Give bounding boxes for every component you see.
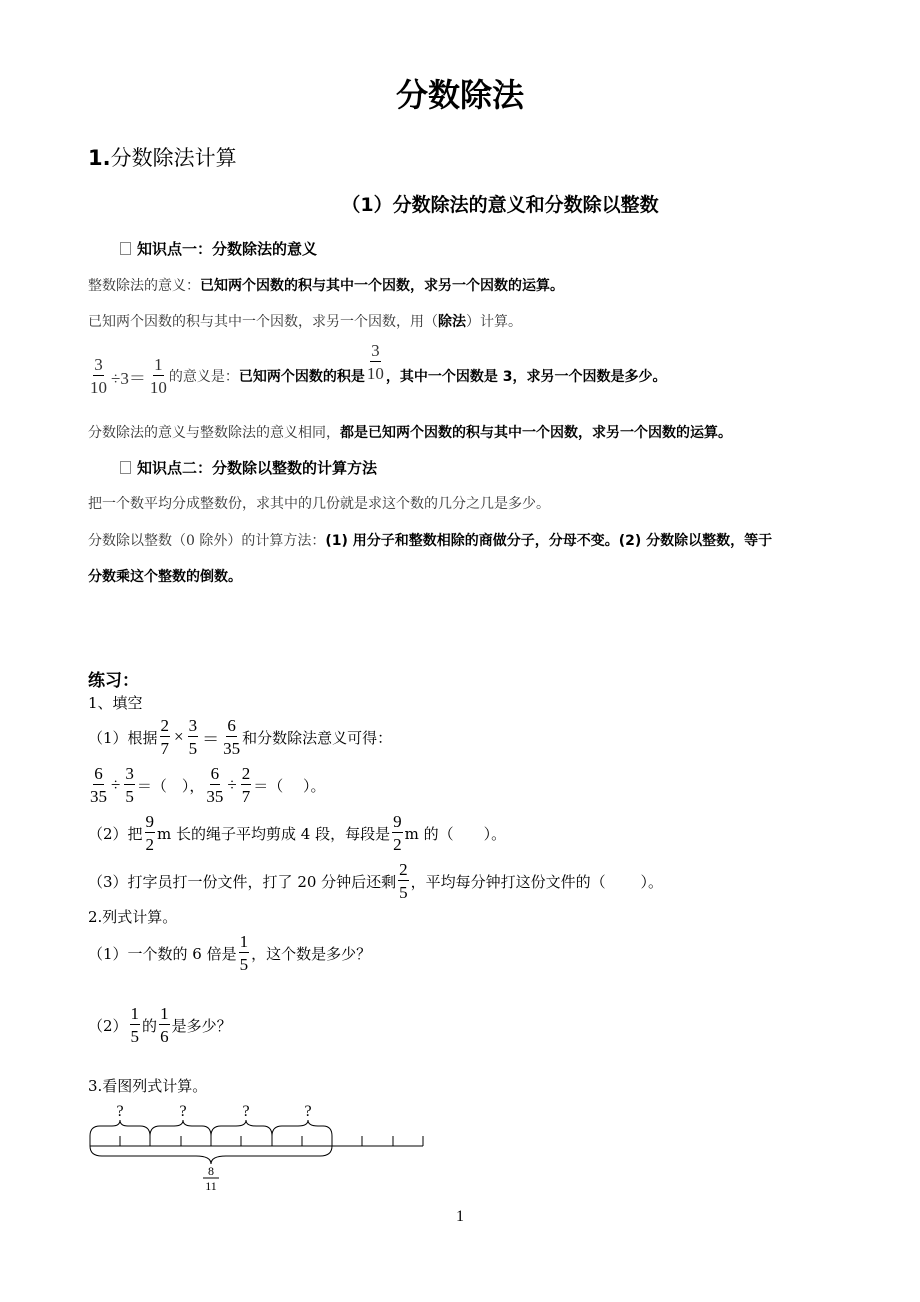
- brace-top: [272, 1120, 332, 1136]
- question-mark: ?: [242, 1103, 250, 1120]
- numerator: 9: [393, 812, 402, 831]
- numerator: 1: [154, 355, 163, 374]
- checkbox-icon: [120, 242, 131, 255]
- denominator: 6: [160, 1027, 169, 1046]
- text: （2）: [88, 1016, 128, 1035]
- numerator: 1: [130, 1004, 140, 1023]
- segment-diagram: [80, 1096, 440, 1196]
- p5-pre: 分数除以整数（0 除外）的计算方法：: [88, 533, 326, 549]
- operator: ÷3＝: [111, 368, 146, 388]
- equals-sign: ＝: [202, 729, 220, 749]
- paragraph-3: [88, 422, 732, 442]
- brace-top: [90, 1120, 150, 1136]
- denominator: 7: [241, 787, 251, 806]
- answer-blank[interactable]: m 的（ ）。: [404, 824, 507, 843]
- text: m 长的绳子平均剪成 4 段，每段是: [157, 824, 391, 843]
- subsection-heading: （1）分数除法的意义和分数除以整数: [341, 194, 659, 216]
- denominator: 35: [223, 739, 241, 758]
- divide-sign: ÷: [111, 775, 121, 794]
- text: （2）把: [88, 824, 143, 843]
- paragraph-4: 把一个数平均分成整数份，求其中的几份就是求这个数的几分之几是多少。: [88, 496, 550, 512]
- brace-top: [150, 1120, 211, 1136]
- p2-pre: 已知两个因数的积与其中一个因数，求另一个因数，用（: [88, 314, 438, 330]
- fraction: [124, 765, 135, 805]
- p2-bold: 除法: [438, 314, 466, 330]
- text: 的: [142, 1016, 158, 1035]
- denominator: 5: [130, 1027, 140, 1046]
- denominator: 10: [90, 378, 107, 397]
- p5-bold-1: (1) 用分子和整数相除的商做分子，分母不变。(2) 分数除以整数，等于: [325, 533, 773, 549]
- question-mark: ?: [179, 1103, 187, 1120]
- numerator: 9: [145, 812, 155, 831]
- fraction: [150, 356, 167, 396]
- brace-bottom: [90, 1146, 332, 1164]
- question-1-1: [88, 714, 392, 760]
- denominator: 5: [125, 787, 134, 806]
- text: ，这个数是多少？: [251, 944, 372, 963]
- denominator: 35: [90, 787, 107, 806]
- brace-top: [211, 1120, 272, 1136]
- denominator: 7: [160, 739, 170, 758]
- denominator: 10: [366, 364, 384, 383]
- kp1-title: 知识点一：分数除法的意义: [137, 240, 318, 258]
- denominator: 5: [399, 883, 408, 902]
- denominator: 2: [393, 835, 402, 854]
- page-title: 分数除法: [395, 76, 524, 114]
- denominator: 10: [149, 378, 167, 397]
- paragraph-2: [88, 311, 522, 331]
- denominator: 2: [145, 835, 155, 854]
- text: 和分数除法意义可得：: [242, 728, 393, 747]
- paragraph-5-cont: [88, 566, 242, 586]
- question-2-1: [88, 930, 371, 976]
- text: （1）一个数的 6 倍是: [88, 944, 237, 963]
- knowledge-point-1: [120, 238, 317, 259]
- p2-post: ）计算。: [466, 314, 522, 330]
- numerator: 1: [160, 1004, 169, 1023]
- numerator: 2: [160, 716, 170, 735]
- section-number: 1.: [88, 146, 111, 170]
- text: （1）根据: [88, 728, 158, 747]
- fraction: [398, 861, 409, 901]
- fraction: [223, 717, 240, 757]
- question-1-1-answers: [88, 762, 325, 808]
- question-2-title: 2.列式计算。: [88, 908, 178, 926]
- section-title: 分数除法计算: [110, 146, 237, 170]
- example-bold-1: 已知两个因数的积是: [238, 369, 365, 385]
- denominator: 5: [188, 739, 198, 758]
- answer-blank[interactable]: ＝（ ），: [136, 776, 205, 795]
- section-heading: [88, 142, 237, 172]
- fraction: [241, 765, 252, 805]
- total-numerator: 8: [208, 1164, 214, 1178]
- fraction: [367, 342, 384, 382]
- question-mark: ?: [116, 1103, 124, 1120]
- paragraph-5: [88, 530, 772, 550]
- numerator: 3: [94, 355, 103, 374]
- p3-pre: 分数除法的意义与整数除法的意义相同，: [88, 425, 340, 441]
- checkbox-icon: [120, 461, 131, 474]
- fraction: [392, 813, 403, 853]
- total-denominator: 11: [205, 1179, 217, 1193]
- fraction: [159, 1005, 170, 1045]
- question-1-2: [88, 810, 506, 856]
- fraction: [206, 765, 223, 805]
- text: 是多少？: [171, 1016, 232, 1035]
- paragraph-1: [88, 275, 564, 295]
- p1-label: 整数除法的意义：: [88, 278, 200, 294]
- answer-blank[interactable]: ＝（ ）。: [253, 776, 326, 795]
- fraction: [145, 813, 156, 853]
- question-2-2: [88, 1002, 232, 1048]
- fraction: [160, 717, 171, 757]
- times-sign: ×: [174, 727, 184, 746]
- divide-sign: ÷: [227, 775, 237, 794]
- tick-marks: [90, 1136, 423, 1146]
- denominator: 5: [239, 955, 249, 974]
- numerator: 3: [371, 341, 380, 360]
- example-bold-2: ，其中一个因数是 3，求另一个因数是多少。: [385, 369, 667, 385]
- kp2-title: 知识点二：分数除以整数的计算方法: [137, 459, 378, 477]
- fraction: [239, 933, 250, 973]
- example-mid: 的意义是：: [168, 369, 239, 385]
- numerator: 2: [241, 764, 251, 783]
- example-line: [88, 341, 667, 406]
- numerator: 1: [239, 932, 249, 951]
- fraction: [130, 1005, 141, 1045]
- p5-bold-2: 分数乘这个整数的倒数。: [88, 569, 242, 585]
- question-3-title: 3.看图列式计算。: [88, 1077, 208, 1095]
- numerator: 6: [94, 764, 103, 783]
- numerator: 3: [188, 716, 198, 735]
- numerator: 3: [125, 764, 134, 783]
- fraction: [90, 356, 107, 396]
- page-number: 1: [456, 1208, 464, 1225]
- numerator: 6: [227, 716, 236, 735]
- practice-heading: 练习：: [88, 671, 139, 691]
- question-1-3: [88, 858, 663, 904]
- answer-blank[interactable]: ，平均每分钟打这份文件的（ ）。: [410, 872, 663, 891]
- fraction: [90, 765, 107, 805]
- text: （3）打字员打一份文件，打了 20 分钟后还剩: [88, 872, 397, 891]
- p1-bold: 已知两个因数的积与其中一个因数，求另一个因数的运算。: [200, 278, 564, 294]
- knowledge-point-2: [120, 457, 377, 478]
- numerator: 2: [399, 860, 408, 879]
- p3-bold: 都是已知两个因数的积与其中一个因数，求另一个因数的运算。: [340, 425, 732, 441]
- fraction: [188, 717, 199, 757]
- denominator: 35: [206, 787, 224, 806]
- numerator: 6: [210, 764, 220, 783]
- question-mark: ?: [304, 1103, 312, 1120]
- question-1-title: 1、填空: [88, 694, 143, 712]
